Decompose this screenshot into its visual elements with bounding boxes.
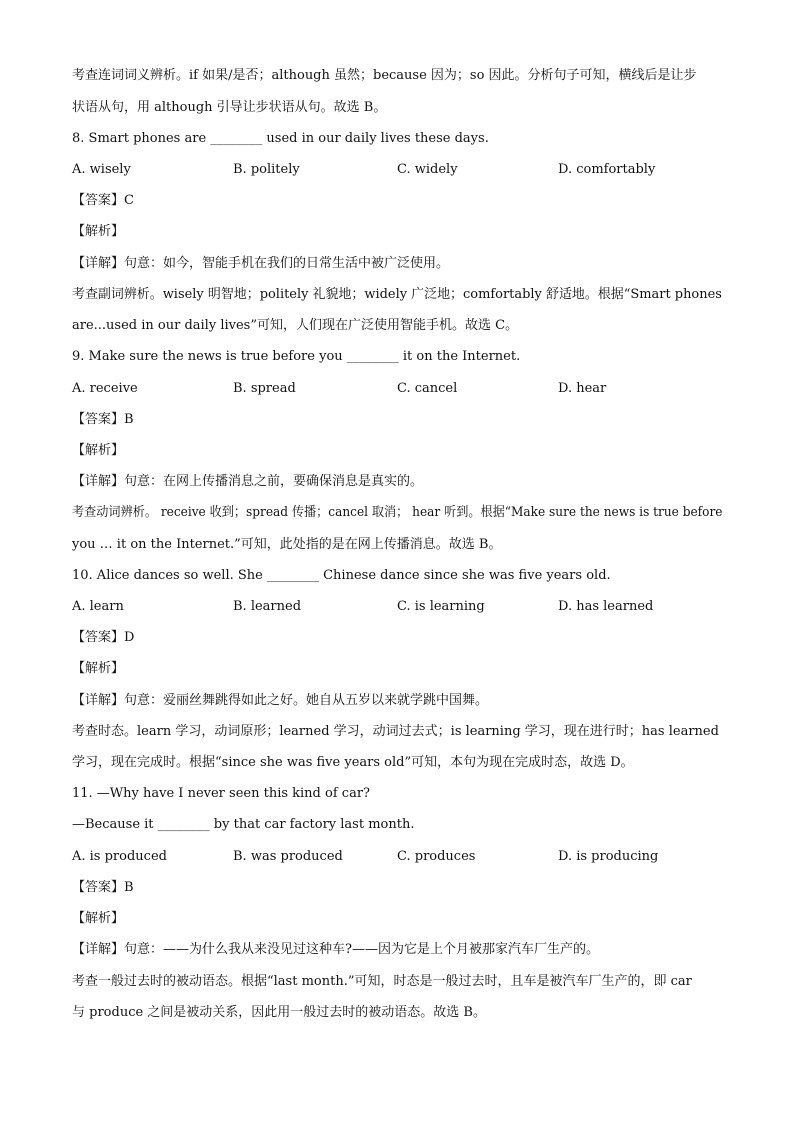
question-8-detail-1: 【详解】句意：如今，智能手机在我们的日常生活中被广泛使用。 <box>72 256 450 271</box>
question-11-analysis-label: 【解析】 <box>72 911 125 926</box>
question-10-detail-1: 【详解】句意：爱丽丝舞跳得如此之好。她自从五岁以来就学跳中国舞。 <box>72 693 489 708</box>
question-11-option-c: C. produces <box>397 849 476 864</box>
question-10-detail-3: 学习，现在完成时。根据“since she was five years old”可知，本句为现在完成时态，故选 D。 <box>72 755 634 770</box>
question-11-stem-1: 11. —Why have I never seen this kind of car? <box>72 786 370 801</box>
question-9-stem: 9. Make sure the news is true before you ________ it on the Internet. <box>72 349 521 364</box>
question-8-stem: 8. Smart phones are ________ used in our daily lives these days. <box>72 131 489 146</box>
question-11-detail-3: 与 produce 之间是被动关系，因此用一般过去时的被动语态。故选 B。 <box>72 1005 486 1020</box>
question-8-answer: 【答案】C <box>72 193 134 208</box>
question-9-detail-2: 考查动词辨析。 receive 收到；spread 传播；cancel 取消； hear 听到。根据“Make sure the news is true before <box>72 505 723 520</box>
question-8-option-a: A. wisely <box>72 162 131 177</box>
question-11-answer: 【答案】B <box>72 880 134 895</box>
question-11-option-b: B. was produced <box>233 849 343 864</box>
question-11-stem-2: —Because it ________ by that car factory last month. <box>72 817 415 832</box>
question-10-option-b: B. learned <box>233 599 302 614</box>
question-9-option-b: B. spread <box>233 381 296 396</box>
question-9-analysis-label: 【解析】 <box>72 443 125 458</box>
intro-line-2: 状语从句，用 although 引导让步状语从句。故选 B。 <box>72 100 387 115</box>
question-9-detail-3: you … it on the Internet.”可知，此处指的是在网上传播消息。故选 B。 <box>72 537 502 552</box>
question-11-option-d: D. is producing <box>558 849 659 864</box>
question-10-option-a: A. learn <box>72 599 124 614</box>
question-8-option-b: B. politely <box>233 162 300 177</box>
question-8-detail-2: 考查副词辨析。wisely 明智地；politely 礼貌地；widely 广泛地；comfortably 舒适地。根据“Smart phones <box>72 287 722 302</box>
question-9-option-d: D. hear <box>558 381 607 396</box>
question-9-detail-1: 【详解】句意：在网上传播消息之前，要确保消息是真实的。 <box>72 474 424 489</box>
question-8-option-c: C. widely <box>397 162 458 177</box>
intro-line-1: 考查连词词义辨析。if 如果/是否；although 虽然；because 因为；so 因此。分析句子可知，横线后是让步 <box>72 68 697 83</box>
question-10-option-c: C. is learning <box>397 599 485 614</box>
question-11-detail-2: 考查一般过去时的被动语态。根据“last month.”可知，时态是一般过去时，且车是被汽车厂生产的，即 car <box>72 974 692 989</box>
question-11-option-a: A. is produced <box>72 849 167 864</box>
question-10-analysis-label: 【解析】 <box>72 661 125 676</box>
question-8-detail-3: are...used in our daily lives”可知，人们现在广泛使用智能手机。故选 C。 <box>72 318 519 333</box>
question-10-stem: 10. Alice dances so well. She ________ Chinese dance since she was five years old. <box>72 568 611 583</box>
question-10-option-d: D. has learned <box>558 599 654 614</box>
question-10-detail-2: 考查时态。learn 学习，动词原形；learned 学习，动词过去式；is learning 学习，现在进行时；has learned <box>72 724 719 739</box>
question-11-detail-1: 【详解】句意：——为什么我从来没见过这种车?——因为它是上个月被那家汽车厂生产的。 <box>72 942 599 957</box>
question-9-option-a: A. receive <box>72 381 138 396</box>
question-8-analysis-label: 【解析】 <box>72 224 125 239</box>
question-8-option-d: D. comfortably <box>558 162 656 177</box>
question-10-answer: 【答案】D <box>72 630 135 645</box>
question-9-option-c: C. cancel <box>397 381 458 396</box>
question-9-answer: 【答案】B <box>72 412 134 427</box>
